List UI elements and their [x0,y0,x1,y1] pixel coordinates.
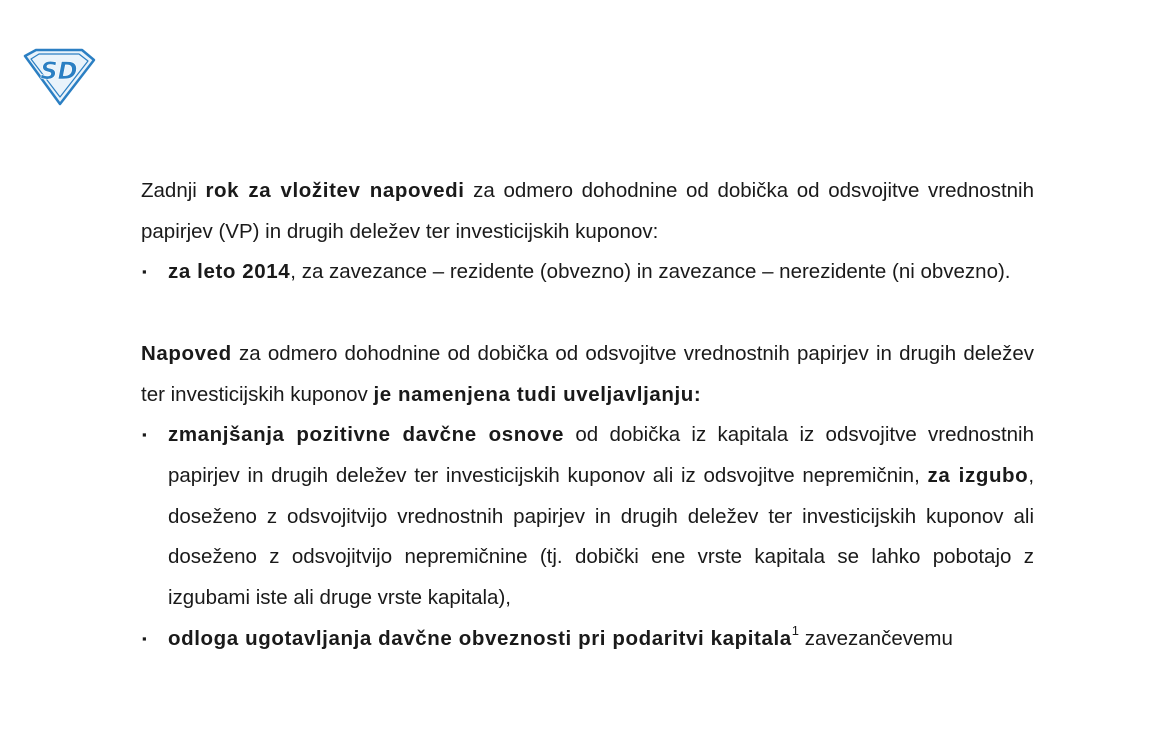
footnote-marker[interactable]: 1 [791,622,800,638]
bullet-icon: ▪ [142,264,147,280]
section2-bullet-list [141,415,1034,659]
bullet-icon: ▪ [142,427,147,443]
document-body [141,171,1034,659]
list-item: ▪ za leto 2014, za zavezance – rezidente (obvezno) in zavezance – nerezidente (ni obvezno). [141,252,1034,293]
section1-bullet-list [141,252,1034,293]
company-logo [22,48,96,106]
section1-intro: Zadnji rok za vložitev napovedi za odmero dohodnine od dobička od odsvojitve vrednostnih papirjev (VP) in drugih deležev ter investicijskih kuponov: [141,179,1034,243]
paragraph-spacer [141,293,1034,334]
logo-lettering: SD [40,57,78,85]
list-item: ▪ zmanjšanja pozitivne davčne osnove od dobička iz kapitala iz odsvojitve vrednostnih papirjev in drugih deležev ter investicijskih kuponov ali iz odsvojitve nepremičnin, za izgubo, doseženo z odsvojitvijo vrednostnih papirjev in drugih deležev ter investicijskih kuponov ali doseženo z odsvojitvijo nepremičnine (tj. dobički ene vrste kapitala se lahko pobotajo z izgubami iste ali druge vrste kapitala), [141,415,1034,619]
list-item: ▪ odloga ugotavljanja davčne obveznosti pri podaritvi kapitala$^1$ zavezančevemu [141,619,1034,660]
bullet-icon: ▪ [142,630,147,646]
deadline-bold: rok za vložitev napovedi [205,179,465,202]
section2-intro: Napoved za odmero dohodnine od dobička od odsvojitve vrednostnih papirjev in drugih deležev ter investicijskih kuponov je namenjena tudi uveljavljanju: [141,341,1034,406]
